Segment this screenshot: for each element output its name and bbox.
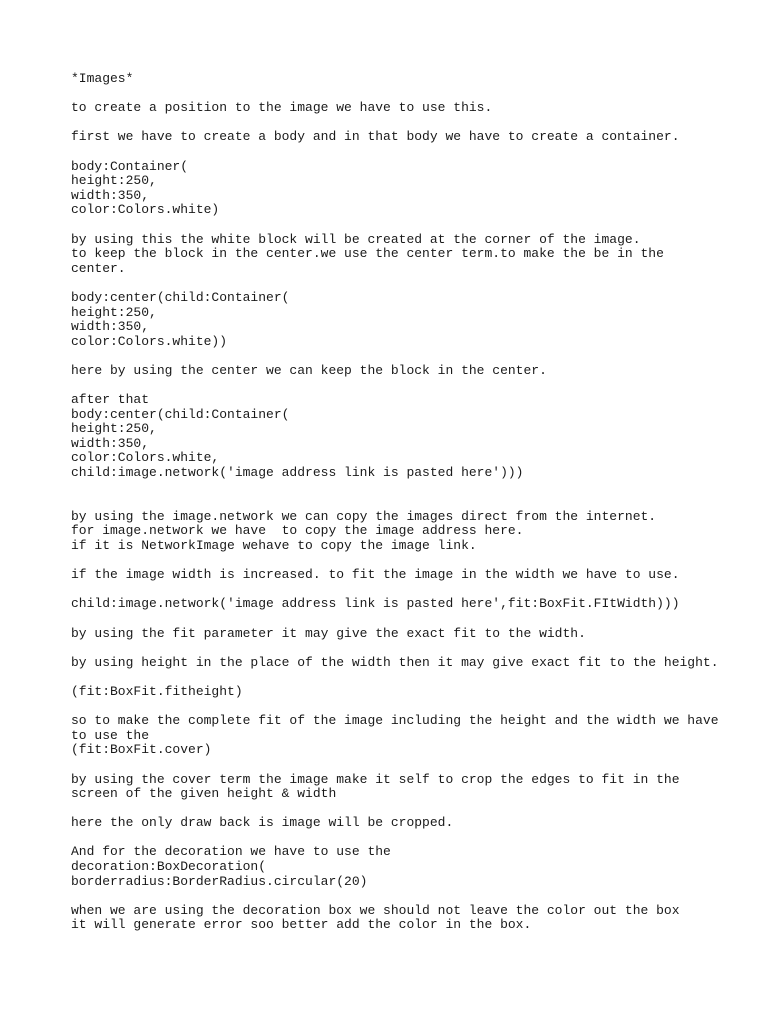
text-line: And for the decoration we have to use the [71,844,391,860]
text-line: by using the image.network we can copy the images direct from the internet. [71,508,657,524]
blank-line [71,349,751,364]
text-line: child:image.network('image address link is pasted here',fit:BoxFit.FItWidth))) [71,596,680,612]
blank-line [71,87,751,102]
text-line: if the image width is increased. to fit the image in the width we have to use. [71,567,680,583]
text-line: by using the cover term the image make it self to crop the edges to fit in the [71,771,680,787]
blank-line [71,758,751,773]
text-line: by using the fit parameter it may give the exact fit to the width. [71,625,586,641]
text-line: here the only draw back is image will be cropped. [71,815,454,831]
text-line: color:Colors.white, [71,450,220,466]
text-line: width:350, [71,435,150,451]
text-line: body:Container( [71,158,189,174]
text-line: it will generate error soo better add the color in the box. [71,917,532,933]
text-line: here by using the center we can keep the block in the center. [71,362,547,378]
text-line: body:center(child:Container( [71,289,290,305]
blank-line [71,641,751,656]
text-line: width:350, [71,187,150,203]
text-line: to keep the block in the center.we use the center term.to make the be in the [71,246,664,262]
text-line: (fit:BoxFit.fitheight) [71,683,243,699]
blank-line [71,670,751,685]
blank-line [71,554,751,569]
text-line: color:Colors.white)) [71,333,228,349]
text-line: width:350, [71,319,150,335]
text-line: first we have to create a body and in that body we have to create a container. [71,129,680,145]
text-line: borderradius:BorderRadius.circular(20) [71,873,368,889]
blank-line [71,378,751,393]
blank-line [71,700,751,715]
text-line: body:center(child:Container( [71,406,290,422]
text-line: *Images* [71,71,134,86]
blank-line [71,276,751,291]
blank-line [71,831,751,846]
text-line: for image.network we have to copy the image address here. [71,523,524,539]
document-page [71,72,751,933]
text-line: height:250, [71,421,157,437]
text-line: height:250, [71,173,157,189]
text-line: center. [71,260,126,276]
text-line: color:Colors.white) [71,202,220,218]
text-line: height:250, [71,304,157,320]
blank-line [71,583,751,598]
text-line: when we are using the decoration box we should not leave the color out the box [71,902,680,918]
blank-line [71,218,751,233]
text-line: child:image.network('image address link is pasted here'))) [71,465,524,481]
text-line: after that [71,392,150,408]
blank-line [71,116,751,131]
blank-line [71,495,751,510]
text-line: to create a position to the image we have to use this. [71,100,493,116]
blank-line [71,612,751,627]
text-line: by using height in the place of the width then it may give exact fit to the height. [71,654,719,670]
text-line: by using this the white block will be created at the corner of the image. [71,231,641,247]
blank-line [71,889,751,904]
blank-line [71,481,751,496]
text-line: to use the [71,727,150,743]
text-line: decoration:BoxDecoration( [71,859,267,875]
blank-line [71,802,751,817]
text-line: (fit:BoxFit.cover) [71,742,212,758]
text-line: if it is NetworkImage wehave to copy the image link. [71,538,477,553]
text-line: screen of the given height & width [71,786,337,802]
blank-line [71,145,751,160]
text-line: so to make the complete fit of the image including the height and the width we have [71,713,719,729]
